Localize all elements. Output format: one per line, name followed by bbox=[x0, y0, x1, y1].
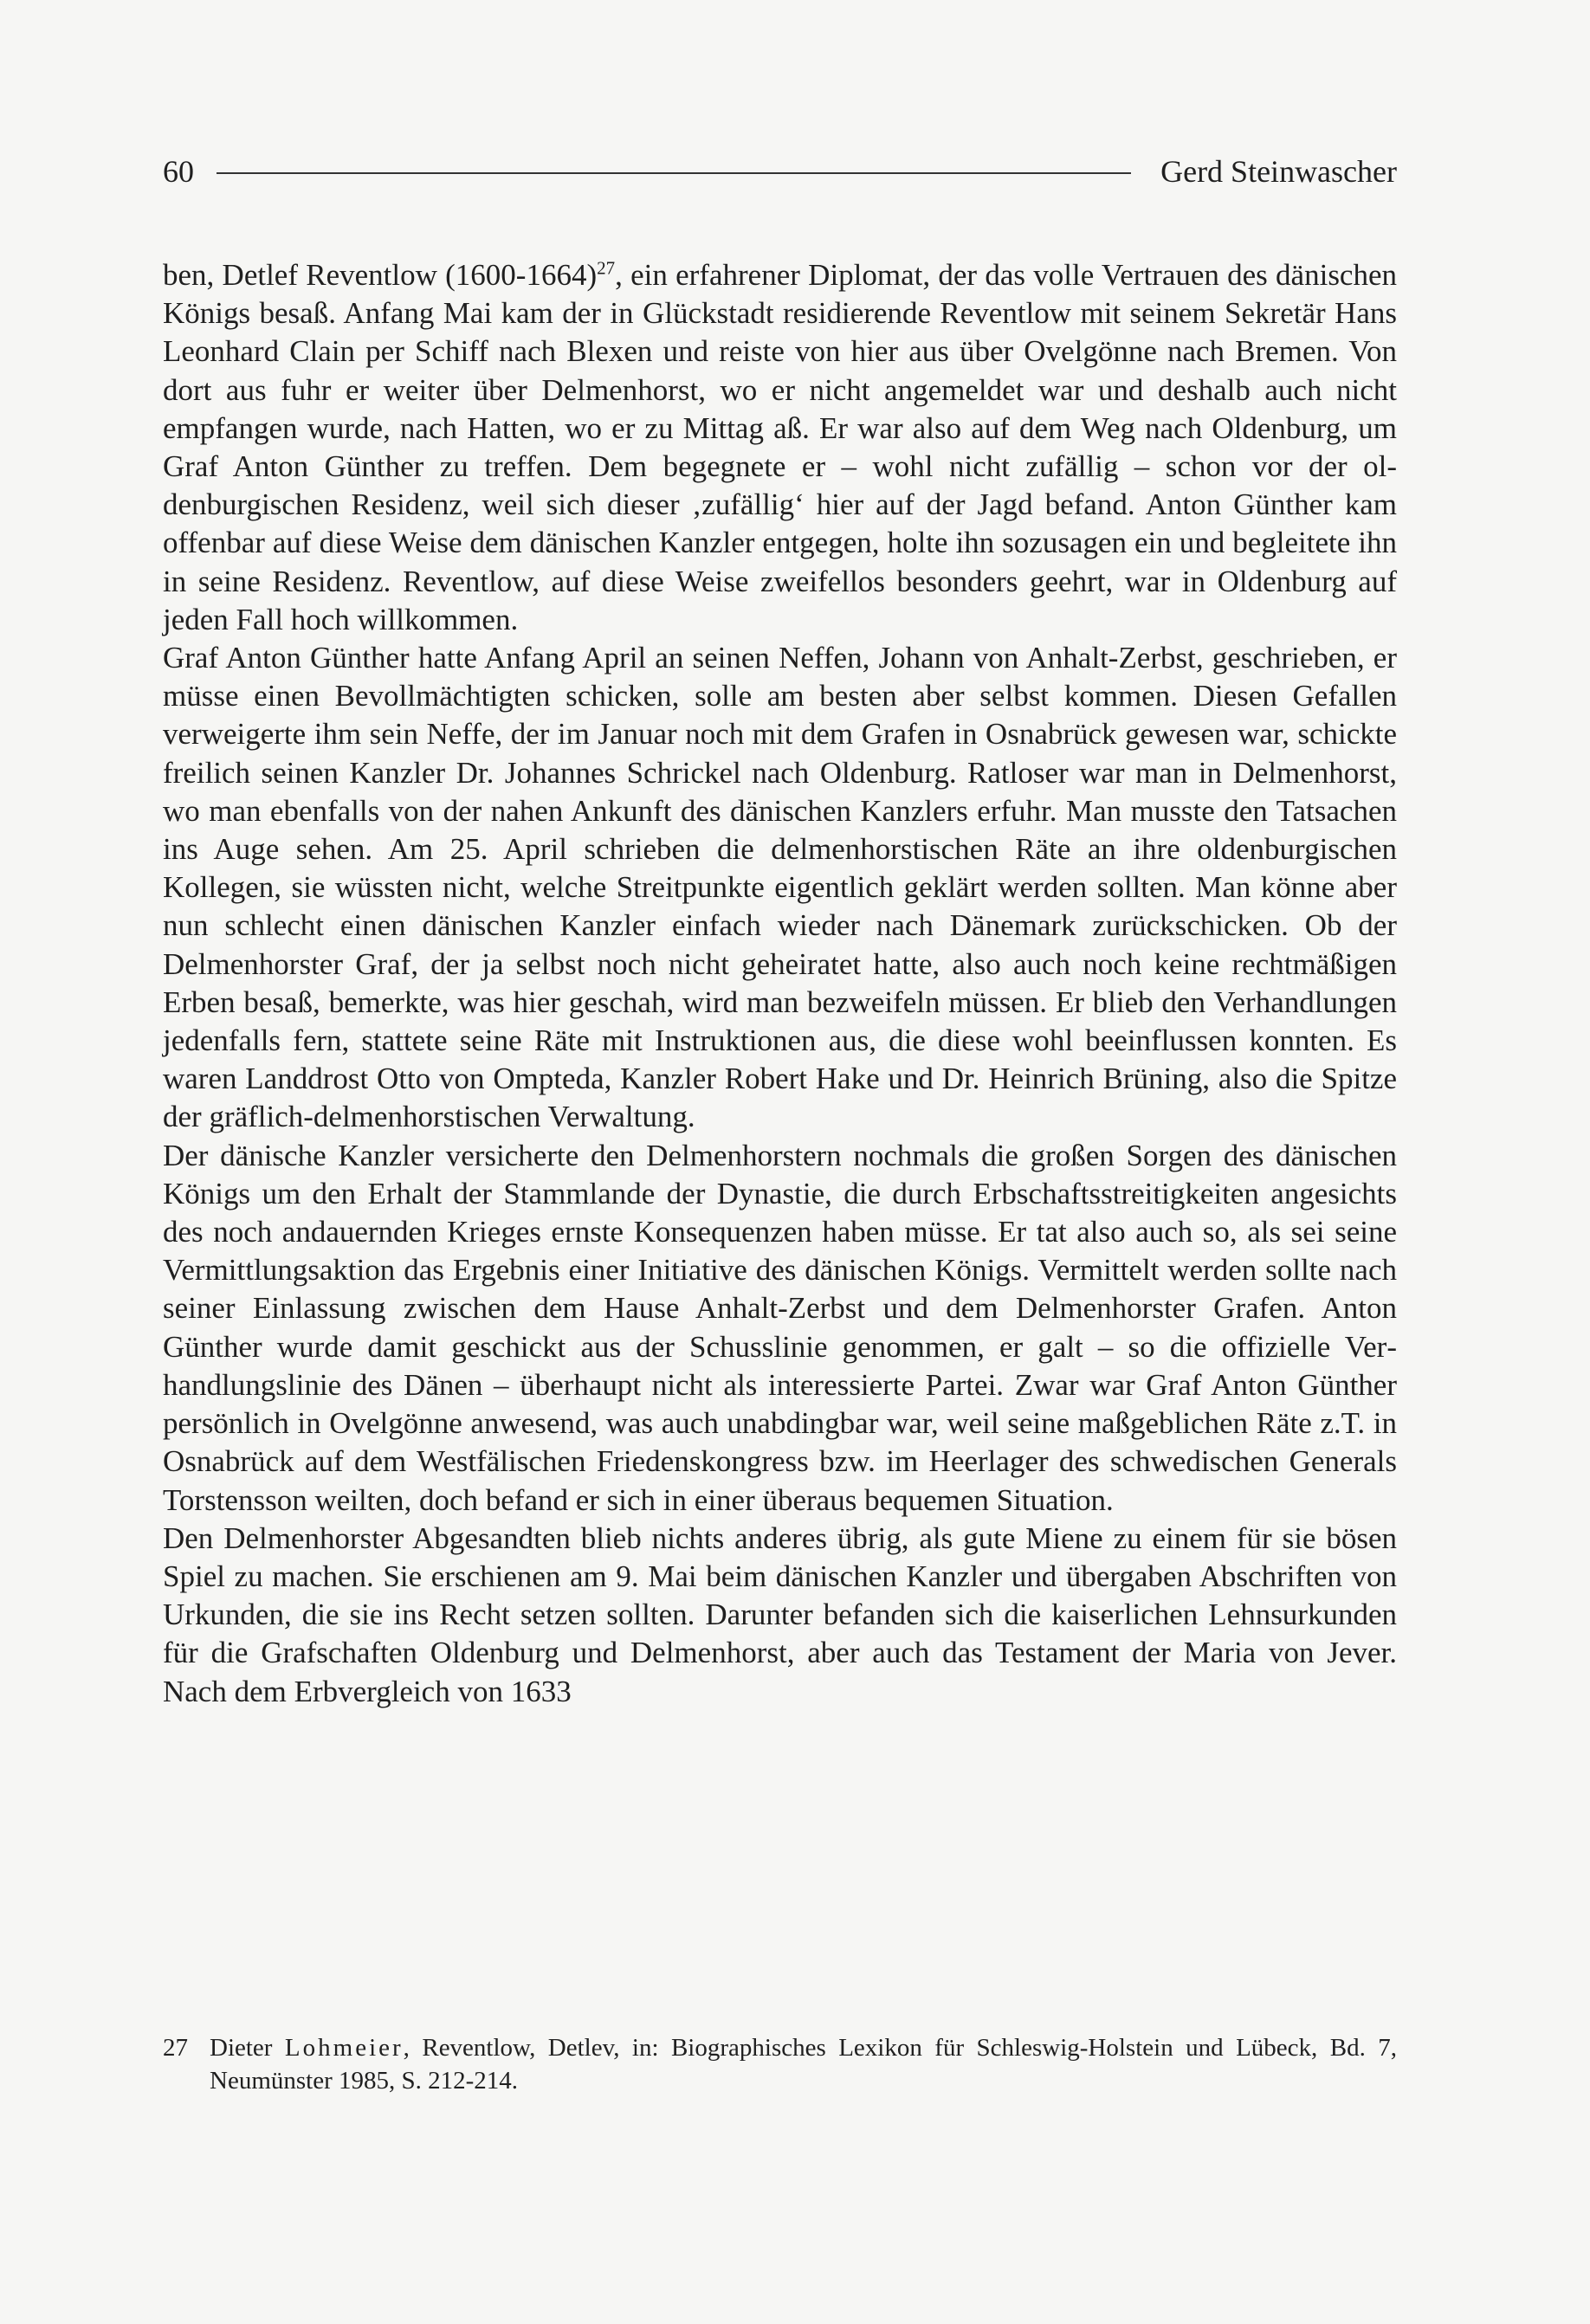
paragraph-1 bbox=[163, 256, 1397, 639]
paragraph-2: Graf Anton Günther hatte Anfang April an seinen Neffen, Johann von Anhalt-Zerbst, geschrieben, er müsse einen Bevollmächtigten schicken, solle am besten aber selbst kommen. Diesen Gefallen verweigerte ihm sein Neffe, der im Januar noch mit dem Grafen in Osnabrück gewesen war, schickte freilich seinen Kanzler Dr. Johannes Schrickel nach Oldenburg. Ratloser war man in Delmenhorst, wo man ebenfalls von der nahen Ankunft des dänischen Kanzlers erfuhr. Man musste den Tatsachen ins Auge sehen. Am 25. April schrieben die delmenhorstischen Räte an ihre oldenburgischen Kollegen, sie wüssten nicht, welche Streitpunkte eigentlich geklärt werden sollten. Man könne aber nun schlecht einen dänischen Kanzler einfach wieder nach Dänemark zurückschicken. Ob der Delmenhorster Graf, der ja selbst noch nicht geheiratet hatte, also auch noch keine rechtmäßigen Erben besaß, bemerkte, was hier geschah, wird man bezweifeln müssen. Er blieb den Verhandlungen jedenfalls fern, stattete seine Räte mit Instruktionen aus, die diese wohl beeinflussen konnten. Es waren Landdrost Otto von Ompteda, Kanzler Robert Hake und Dr. Heinrich Brüning, also die Spitze der gräflich-delmenhorstischen Verwaltung. bbox=[163, 641, 1397, 1134]
page-number: 60 bbox=[163, 154, 194, 189]
footnote-ref-27[interactable]: 27 bbox=[597, 257, 616, 279]
footnote-number: 27 bbox=[163, 2034, 188, 2062]
running-head-author: Gerd Steinwascher bbox=[1160, 154, 1397, 189]
footnote-text bbox=[210, 2031, 1397, 2097]
paragraph-3: Der dänische Kanzler versicherte den Delmenhorstern nochmals die großen Sorgen des dänischen Königs um den Erhalt der Stammlande der Dynastie, die durch Erbschaftsstreitigkeiten angesichts des noch andauernden Krieges ernste Konsequenzen haben müsse. Er tat also auch so, als sei seine Vermittlungsaktion das Ergebnis einer Initiative des dänischen Königs. Vermittelt werden sollte nach seiner Einlassung zwischen dem Hause Anhalt-Zerbst und dem Delmenhorster Grafen. Anton Günther wurde damit geschickt aus der Schusslinie genommen, er galt – so die offizielle Verhandlungslinie des Dänen – überhaupt nicht als interessierte Partei. Zwar war Graf Anton Günther persönlich in Ovelgönne anwesend, was auch unabdingbar war, weil seine maßgeblichen Räte z.T. in Osnabrück auf dem Westfälischen Friedenskongress bzw. im Heerlager des schwedischen Generals Torstensson weilten, doch befand er sich in einer überaus bequemen Situation. bbox=[163, 1138, 1397, 1517]
footnote-27 bbox=[163, 2031, 1397, 2097]
body-text bbox=[163, 256, 1397, 1711]
footnote-author-first: Dieter bbox=[210, 2034, 273, 2062]
header-rule bbox=[217, 172, 1131, 174]
paragraph-1-rest: , ein erfahrener Diplomat, der das volle Vertrauen des dänischen Königs besaß. Anfang Mai kam der in Glückstadt residierende Reventlow mit seinem Sekretär Hans Leonhard Clain per Schiff nach Blexen und reiste von hier aus über Ovelgönne nach Bremen. Von dort aus fuhr er weiter über Delmenhorst, wo er nicht angemeldet war und deshalb auch nicht empfangen wurde, nach Hatten, wo er zu Mittag aß. Er war also auf dem Weg nach Oldenburg, um Graf Anton Günther zu treffen. Dem begegnete er – wohl nicht zufällig – schon vor der oldenburgischen Residenz, weil sich dieser ‚zufällig‘ hier auf der Jagd befand. Anton Günther kam offenbar auf diese Weise dem dänischen Kanzler entgegen, holte ihn sozusagen ein und begleitete ihn in seine Residenz. Reventlow, auf diese Weise zweifellos besonders geehrt, war in Oldenburg auf jeden Fall hoch willkommen. bbox=[163, 258, 1398, 636]
paragraph-1-start: ben, Detlef Reventlow (1600-1664) bbox=[163, 258, 598, 292]
paragraph-4: Den Delmenhorster Abgesandten blieb nichts anderes übrig, als gute Miene zu einem für sie bösen Spiel zu machen. Sie erschienen am 9. Mai beim dänischen Kanzler und übergaben Abschriften von Urkunden, die sie ins Recht setzen sollten. Darunter befanden sich die kaiserlichen Lehnsurkunden für die Grafschaften Oldenburg und Delmenhorst, aber auch das Testament der Maria von Jever. Nach dem Erbvergleich von 1633 bbox=[163, 1520, 1397, 1708]
running-header bbox=[163, 149, 1397, 194]
footnotes bbox=[163, 2031, 1397, 2097]
footnote-author-last: Lohmeier bbox=[284, 2034, 404, 2062]
footnote-citation: , Reventlow, Detlev, in: Biographisches Lexikon für Schleswig-Holstein und Lübeck, Bd. 7, Neumünster 1985, S. 212-214. bbox=[210, 2034, 1398, 2095]
